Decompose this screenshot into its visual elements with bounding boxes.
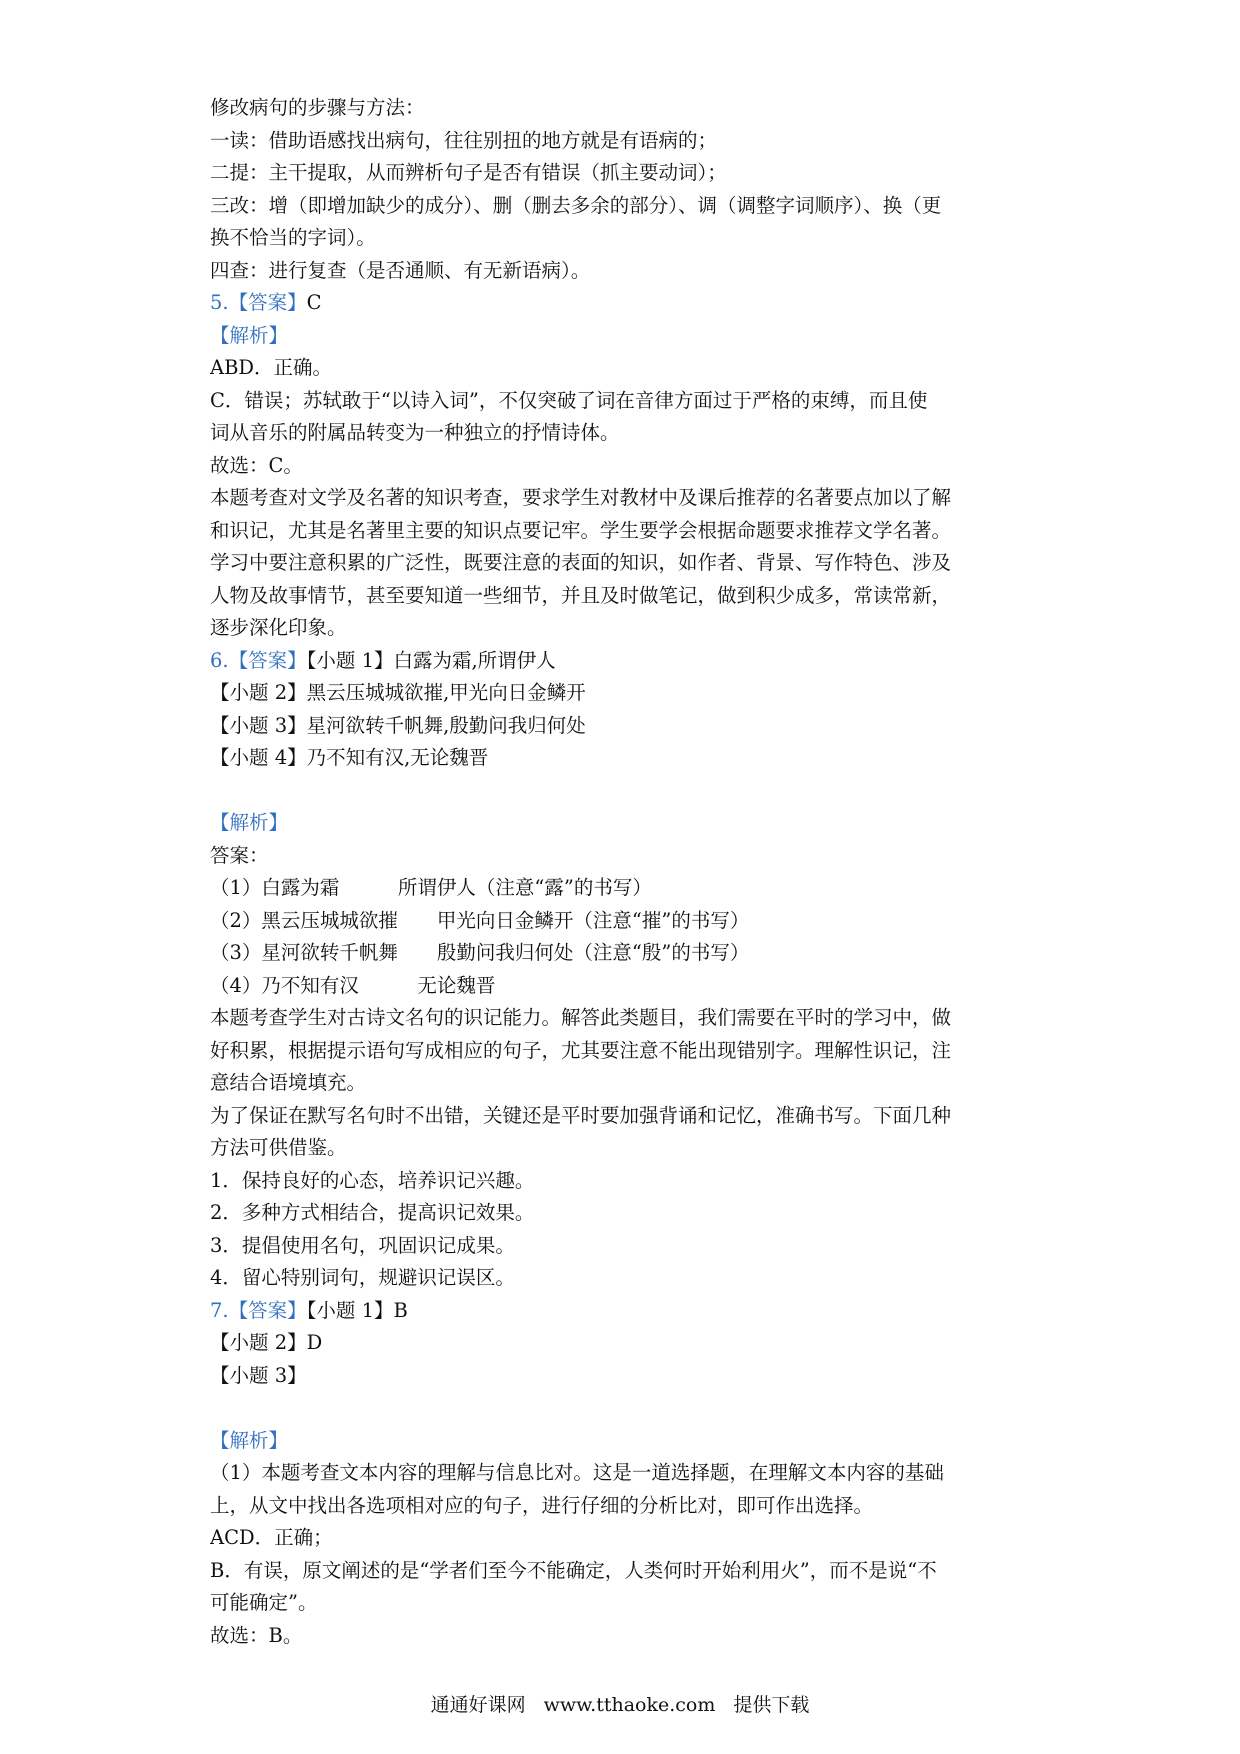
analysis-tag: 【解析】 (210, 1428, 289, 1452)
text-line (210, 417, 1040, 450)
line-text: 和识记，尤其是名著里主要的知识点要记牢。学生要学会根据命题要求推荐文学名著。 (210, 518, 952, 542)
text-line (210, 125, 1040, 158)
text-line (210, 1295, 1040, 1328)
text-line (210, 1490, 1040, 1523)
document-body (210, 92, 1040, 1652)
line-text: 为了保证在默写名句时不出错，关键还是平时要加强背诵和记忆，准确书写。下面几种 (210, 1103, 952, 1127)
line-text: 一读：借助语感找出病句，往往别扭的地方就是有语病的； (210, 128, 718, 152)
text-line (210, 807, 1040, 840)
line-text: 1．保持良好的心态，培养识记兴趣。 (210, 1168, 535, 1192)
text-line (210, 580, 1040, 613)
line-text: C (306, 291, 322, 314)
text-line (210, 1327, 1040, 1360)
answer-tag: 【答案】 (228, 1298, 307, 1322)
line-text: 逐步深化印象。 (210, 616, 347, 639)
line-text: 本题考查学生对古诗文名句的识记能力。解答此类题目，我们需要在平时的学习中，做 (210, 1006, 952, 1029)
line-text: 【小题 2】黑云压城城欲摧,甲光向日金鳞开 (210, 681, 586, 704)
line-text: 【小题 4】乃不知有汉,无论魏晋 (210, 746, 489, 769)
line-text: （4）乃不知有汉 无论魏晋 (210, 973, 496, 997)
footer-url-link[interactable]: www.tthaoke.com (543, 1694, 716, 1716)
text-line (210, 1230, 1040, 1263)
line-text: 3．提倡使用名句，巩固识记成果。 (210, 1233, 515, 1257)
text-line (210, 970, 1040, 1003)
text-line (210, 840, 1040, 873)
text-line (210, 1035, 1040, 1068)
line-text: 4．留心特别词句，规避识记误区。 (210, 1266, 515, 1289)
text-line (210, 1555, 1040, 1588)
text-line (210, 547, 1040, 580)
page-footer (0, 1690, 1240, 1717)
answer-tag: 【答案】 (228, 291, 307, 314)
text-line (210, 1197, 1040, 1230)
line-text: 词从音乐的附属品转变为一种独立的抒情诗体。 (210, 421, 620, 444)
line-text: 学习中要注意积累的广泛性，既要注意的表面的知识，如作者、背景、写作特色、涉及 (210, 551, 952, 574)
text-line (210, 385, 1040, 418)
line-text: 好积累，根据提示语句写成相应的句子，尤其要注意不能出现错别字。理解性识记，注 (210, 1038, 952, 1062)
text-line (210, 1067, 1040, 1100)
line-text: 【小题 1】白露为霜,所谓伊人 (306, 648, 556, 672)
line-text: 【小题 3】星河欲转千帆舞,殷勤问我归何处 (210, 713, 586, 737)
text-line (210, 937, 1040, 970)
analysis-tag: 【解析】 (210, 323, 289, 347)
line-text: 可能确定”。 (210, 1591, 318, 1614)
text-line (210, 710, 1040, 743)
text-line (210, 1360, 1040, 1393)
text-line (210, 515, 1040, 548)
line-text: （1）白露为霜 所谓伊人（注意“露”的书写） (210, 876, 652, 899)
line-text: ABD．正确。 (210, 356, 333, 379)
blank-line (210, 1392, 1040, 1425)
text-line (210, 450, 1040, 483)
text-line (210, 222, 1040, 255)
analysis-tag: 【解析】 (210, 811, 289, 834)
question-number: 7. (210, 1298, 229, 1322)
line-text: C．错误；苏轼敢于“以诗入词”，不仅突破了词在音律方面过于严格的束缚，而且使 (210, 388, 928, 412)
text-line (210, 677, 1040, 710)
text-line (210, 1620, 1040, 1653)
text-line (210, 1457, 1040, 1490)
line-text: 意结合语境填充。 (210, 1071, 367, 1094)
question-number: 6. (210, 648, 229, 672)
text-line (210, 157, 1040, 190)
text-line (210, 612, 1040, 645)
text-line (210, 1425, 1040, 1458)
text-line (210, 255, 1040, 288)
line-text: 本题考查对文学及名著的知识考查，要求学生对教材中及课后推荐的名著要点加以了解 (210, 486, 952, 509)
text-line (210, 742, 1040, 775)
text-line (210, 1100, 1040, 1133)
question-number: 5. (210, 291, 229, 314)
text-line (210, 1002, 1040, 1035)
text-line (210, 92, 1040, 125)
blank-line (210, 775, 1040, 808)
text-line (210, 1132, 1040, 1165)
line-text: 【小题 1】B (306, 1298, 408, 1322)
line-text: 【小题 3】 (210, 1363, 307, 1387)
line-text: 二提：主干提取，从而辨析句子是否有错误（抓主要动词）； (210, 161, 727, 184)
line-text: B．有误，原文阐述的是“学者们至今不能确定，人类何时开始利用火”，而不是说“不 (210, 1558, 937, 1582)
line-text: 2．多种方式相结合，提高识记效果。 (210, 1201, 535, 1224)
line-text: （3）星河欲转千帆舞 殷勤问我归何处（注意“殷”的书写） (210, 941, 750, 964)
line-text: 故选：C。 (210, 453, 303, 477)
text-line (210, 1587, 1040, 1620)
line-text: （2）黑云压城城欲摧 甲光向日金鳞开（注意“摧”的书写） (210, 908, 750, 932)
text-line (210, 320, 1040, 353)
text-line (210, 287, 1040, 320)
line-text: 换不恰当的字词）。 (210, 226, 376, 249)
text-line (210, 872, 1040, 905)
line-text: 修改病句的步骤与方法： (210, 96, 425, 119)
line-text: 四查：进行复查（是否通顺、有无新语病）。 (210, 258, 591, 282)
answer-tag: 【答案】 (228, 648, 307, 672)
text-line (210, 1522, 1040, 1555)
text-line (210, 1165, 1040, 1198)
text-line (210, 645, 1040, 678)
line-text: 人物及故事情节，甚至要知道一些细节，并且及时做笔记，做到积少成多，常读常新， (210, 583, 952, 607)
text-line (210, 190, 1040, 223)
text-line (210, 482, 1040, 515)
line-text: 上，从文中找出各选项相对应的句子，进行仔细的分析比对，即可作出选择。 (210, 1493, 874, 1517)
line-text: （1）本题考查文本内容的理解与信息比对。这是一道选择题，在理解文本内容的基础 (210, 1461, 944, 1484)
line-text: 【小题 2】D (210, 1331, 323, 1354)
line-text: 故选：B。 (210, 1623, 303, 1647)
line-text: 三改：增（即增加缺少的成分）、删（删去多余的部分）、调（调整字词顺序）、换（更 (210, 193, 942, 217)
text-line (210, 352, 1040, 385)
text-line (210, 905, 1040, 938)
footer-site: 通通好课网 (430, 1694, 526, 1716)
line-text: 方法可供借鉴。 (210, 1136, 347, 1159)
line-text: 答案： (210, 843, 269, 867)
text-line (210, 1262, 1040, 1295)
footer-note: 提供下载 (733, 1694, 810, 1716)
line-text: ACD．正确； (210, 1526, 333, 1549)
